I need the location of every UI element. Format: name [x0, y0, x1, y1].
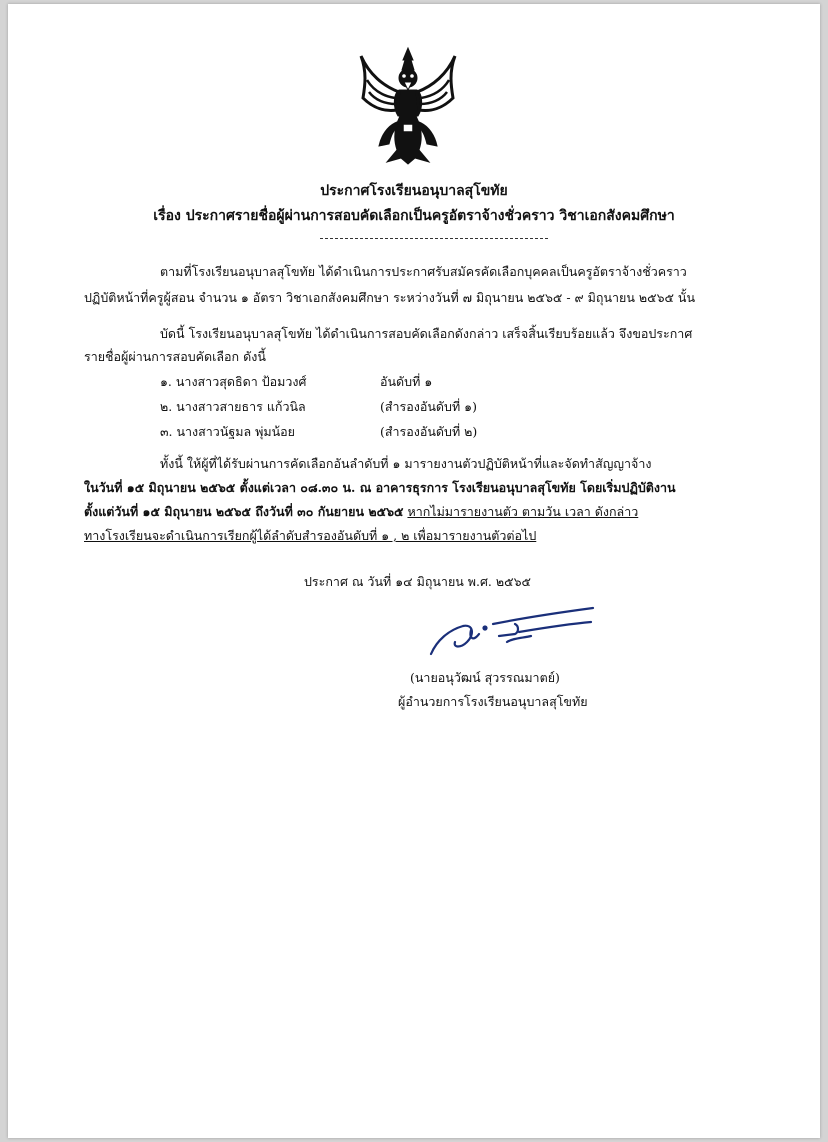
title-divider: [320, 238, 548, 239]
candidate-name: ๓. นางสาวนัฐมล พุ่มน้อย: [160, 424, 295, 439]
report-line-2: ในวันที่ ๑๕ มิถุนายน ๒๕๖๕ ตั้งแต่เวลา ๐๘.๓๐ น. ณ อาคารธุรการ โรงเรียนอนุบาลสุโขทัย โดยเริ่มปฏิบัติงาน: [84, 480, 676, 495]
candidate-name: ๒. นางสาวสายธาร แก้วนิล: [160, 399, 306, 414]
intro-line-1: ตามที่โรงเรียนอนุบาลสุโขทัย ได้ดำเนินการประกาศรับสมัครคัดเลือกบุคคลเป็นครูอัตราจ้างชั่วคราว: [160, 264, 687, 279]
report-line-1: ทั้งนี้ ให้ผู้ที่ได้รับผ่านการคัดเลือกอันลำดับที่ ๑ มารายงานตัวปฏิบัติหน้าที่และจัดทำสัญญาจ้าง: [160, 456, 652, 471]
candidate-name: ๑. นางสาวสุดธิดา ป้อมวงศ์: [160, 374, 307, 389]
signatory-position: ผู้อำนวยการโรงเรียนอนุบาลสุโขทัย: [398, 694, 588, 709]
candidate-rank: อันดับที่ ๑: [380, 374, 433, 389]
report-warning: หากไม่มารายงานตัว ตามวัน เวลา ดังกล่าว: [407, 504, 639, 519]
candidate-rank: (สำรองอันดับที่ ๒): [380, 424, 478, 439]
candidate-rank: (สำรองอันดับที่ ๑): [380, 399, 477, 414]
announce-line-2: รายชื่อผู้ผ่านการสอบคัดเลือก ดังนี้: [84, 349, 266, 364]
announcement-subject: เรื่อง ประกาศรายชื่อผู้ผ่านการสอบคัดเลือกเป็นครูอัตราจ้างชั่วคราว วิชาเอกสังคมศึกษา: [153, 208, 675, 224]
garuda-emblem-icon: [353, 46, 463, 166]
report-line-3: [84, 502, 638, 522]
announce-line-1: บัดนี้ โรงเรียนอนุบาลสุโขทัย ได้ดำเนินการสอบคัดเลือกดังกล่าว เสร็จสิ้นเรียบร้อยแล้ว จึงขอประกาศ: [160, 326, 693, 341]
signatory-name: (นายอนุวัฒน์ สุวรรณมาตย์): [410, 670, 560, 685]
intro-line-2: ปฏิบัติหน้าที่ครูผู้สอน จำนวน ๑ อัตรา วิชาเอกสังคมศึกษา ระหว่างวันที่ ๗ มิถุนายน ๒๕๖๕ - ๙ มิถุนายน ๒๕๖๕ นั้น: [84, 290, 696, 305]
signature-icon: [423, 602, 598, 662]
report-period: ตั้งแต่วันที่ ๑๕ มิถุนายน ๒๕๖๕ ถึงวันที่ ๓๐ กันยายน ๒๕๖๕: [84, 504, 404, 519]
announcement-title: ประกาศโรงเรียนอนุบาลสุโขทัย: [320, 183, 508, 199]
announcement-date: ประกาศ ณ วันที่ ๑๔ มิถุนายน พ.ศ. ๒๕๖๕: [304, 574, 531, 589]
report-line-4: ทางโรงเรียนจะดำเนินการเรียกผู้ได้ลำดับสำรองอันดับที่ ๑ , ๒ เพื่อมารายงานตัวต่อไป: [84, 528, 537, 543]
document-page: [8, 4, 820, 1138]
